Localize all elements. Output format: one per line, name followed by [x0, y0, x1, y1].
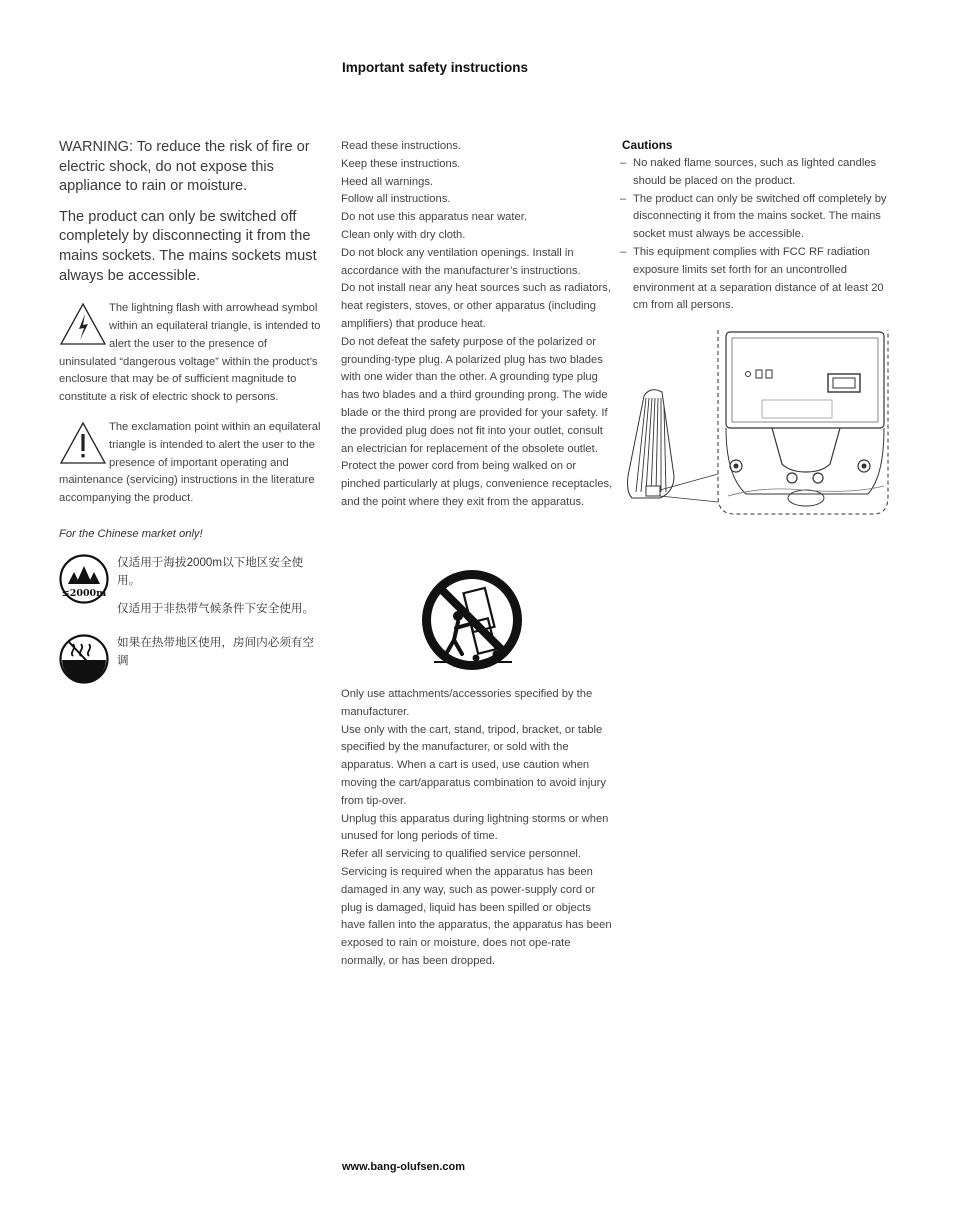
chinese-market-note: For the Chinese market only! — [59, 527, 203, 540]
product-rear-panel-illustration — [622, 326, 890, 518]
warning-fire-shock: WARNING: To reduce the risk of fire or electric shock, do not expose this appliance to rain or moisture. — [59, 139, 310, 195]
page-title: Important safety instructions — [342, 60, 529, 75]
instruction-line: Follow all instructions. — [341, 193, 451, 206]
altitude-icon-label: ≤2000m — [61, 587, 107, 599]
instruction-line: Do not defeat the safety purpose of the polarized or grounding-type plug. A polarized plug has two blades with one wider than the other. A grounding type plug has two blades and a third grounding prong. The wide blade or the third prong are provided for your safety. If the provided plug does not fit into your outlet, consult an electrician for replacement of the obsolete outlet. — [341, 335, 608, 455]
cn-tropical-line: 如果在热带地区使用，房间内必须有空调 — [117, 635, 315, 667]
lightning-symbol-text: The lightning flash with arrowhead symbol within an equilateral triangle, is intended to alert the user to the presence of uninsulated “dangerous voltage” within the product’s enclosure that may be of sufficient magnitude to constitute a risk of electric shock to persons. — [59, 302, 321, 404]
instruction-line: Refer all servicing to qualified service personnel. Servicing is required when the apparatus has been damaged in any way, such as power-supply cord or plug is damaged, liquid has been spilled or objects have fallen into the apparatus, the apparatus has been exposed to rain or moisture, does not ope-rate normally, or has been dropped. — [341, 848, 612, 967]
caution-item: – This equipment complies with FCC RF radiation exposure limits set forth for an uncontrolled environment at a separation distance of at least 20 cm from all persons. — [620, 244, 895, 315]
instruction-line: Only use attachments/accessories specified by the manufacturer. — [341, 688, 593, 718]
instruction-line: Heed all warnings. — [341, 175, 434, 188]
instruction-line: Clean only with dry cloth. — [341, 228, 466, 241]
lightning-symbol-block — [59, 300, 324, 407]
website-url: www.bang-olufsen.com — [342, 1161, 466, 1173]
cn-altitude-line: 仅适用于海拔2000m以下地区安全使用。 — [117, 555, 304, 587]
tropical-row — [59, 634, 324, 684]
cautions-list — [620, 155, 895, 315]
instruction-line: Use only with the cart, stand, tripod, bracket, or table specified by the manufacturer, or sold with the apparatus. When a cart is used, use caution when moving the cart/apparatus combination to avoid injury from tip-over. — [341, 723, 606, 807]
instruction-line: Protect the power cord from being walked on or pinched particularly at plugs, convenience receptacles, and the point where they exit from the apparatus. — [341, 460, 613, 508]
altitude-row — [59, 554, 324, 628]
altitude-text — [117, 554, 324, 628]
altitude-limit-icon — [59, 554, 109, 604]
instruction-line: Do not block any ventilation openings. Install in accordance with the manufacturer’s instructions. — [341, 246, 581, 277]
middle-column-bottom — [341, 686, 613, 971]
instruction-line: Read these instructions. — [341, 140, 462, 152]
tropical-text — [117, 634, 324, 680]
cart-tip-over-warning-icon — [420, 568, 524, 672]
cautions-title: Cautions — [622, 138, 673, 152]
instruction-line: Do not use this apparatus near water. — [341, 211, 527, 224]
tropical-climate-icon — [59, 634, 109, 684]
lightning-warning-icon — [59, 302, 109, 348]
instruction-line: Do not install near any heat sources such as radiators, heat registers, stoves, or other apparatus (including amplifiers) that produce heat. — [341, 282, 611, 330]
cn-climate-line: 仅适用于非热带气候条件下安全使用。 — [117, 601, 315, 615]
instruction-line: Unplug this apparatus during lightning storms or when unused for long periods of time. — [341, 812, 609, 843]
warning-mains-socket: The product can only be switched off completely by disconnecting it from the mains sockets. The mains sockets must always be accessible. — [59, 208, 317, 284]
caution-item: – The product can only be switched off completely by disconnecting it from the mains socket. The mains socket must always be accessible. — [620, 191, 895, 244]
exclamation-warning-icon — [59, 421, 109, 467]
middle-column-top — [341, 138, 613, 512]
left-column — [59, 138, 324, 684]
caution-item: – No naked flame sources, such as lighted candles should be placed on the product. — [620, 155, 895, 191]
right-column — [620, 138, 895, 315]
exclamation-symbol-block — [59, 419, 324, 508]
instruction-line: Keep these instructions. — [341, 157, 461, 170]
exclamation-symbol-text: The exclamation point within an equilateral triangle is intended to alert the user to the presence of important operating and maintenance (servicing) instructions in the literature accompanying the product. — [59, 420, 321, 505]
